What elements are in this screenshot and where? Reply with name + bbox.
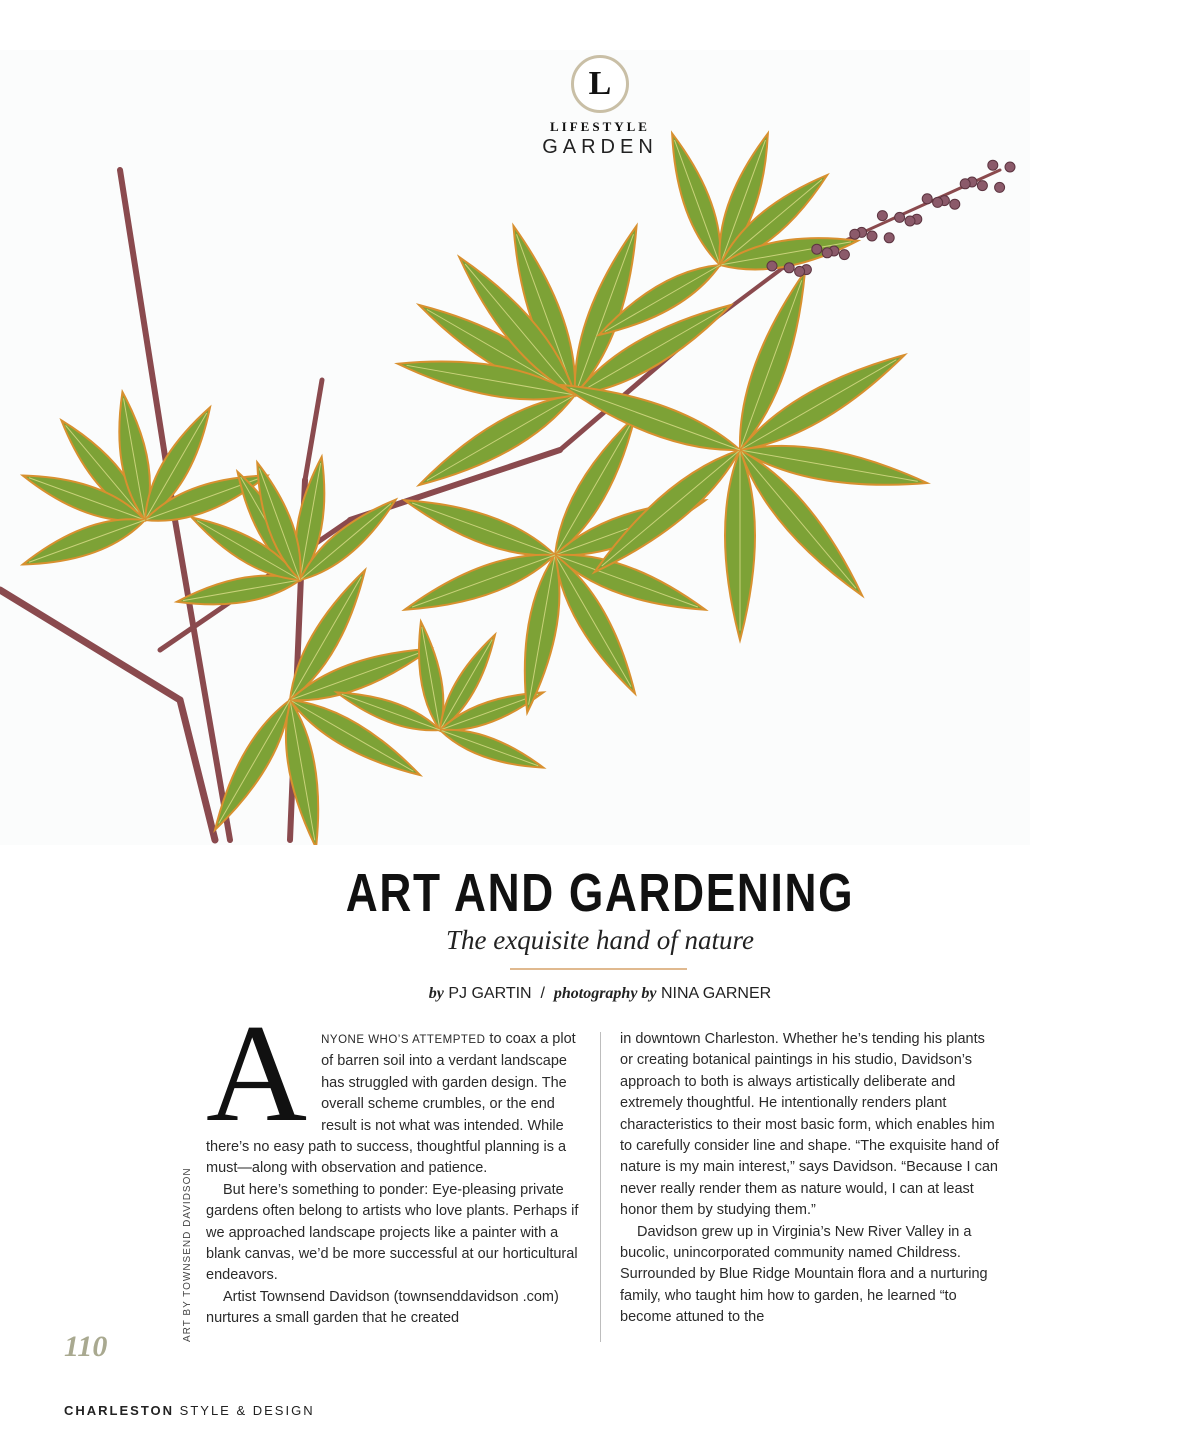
berry (988, 160, 998, 170)
byline (0, 985, 1200, 1003)
paragraph (206, 996, 586, 1180)
lifestyle-logo (571, 55, 629, 113)
berry (950, 199, 960, 209)
paragraph: But here’s something to ponder: Eye-pleasing private gardens often belong to artists who love plants. Perhaps if we approached landscape projects like a painter with a blank canvas, we’d be more successful at our horticultural endeavors. (206, 1181, 579, 1284)
paragraph-text: to coax a plot of barren soil into a verdant landscape has struggled with garden design. The overall scheme crumbles, or the end result is not what was intended. While there’s no easy path to success, thoughtful planning is a must—along with observation and patience. (206, 1031, 576, 1177)
art-credit: ART BY TOWNSEND DAVIDSON (182, 1167, 193, 1342)
berry (867, 231, 877, 241)
berry (960, 179, 970, 189)
paragraph: Davidson grew up in Virginia’s New River Valley in a bucolic, unincorporated community named Childress. Surrounded by Blue Ridge Mountain flora and a nurturing family, who taught him how to garden, he learned “to become attuned to the (620, 1223, 988, 1326)
byline-by: by (428, 985, 444, 1002)
leaf (412, 382, 583, 498)
berry (812, 244, 822, 254)
botanical-illustration (0, 50, 1030, 845)
logo-letter: L (588, 65, 612, 102)
dek-rule (510, 968, 687, 970)
column-divider (600, 1032, 601, 1342)
section-name: GARDEN (542, 136, 658, 158)
byline-separator: / (540, 985, 545, 1002)
berry (995, 182, 1005, 192)
berry (795, 266, 805, 276)
byline-photographer: NINA GARNER (660, 985, 772, 1002)
berry (884, 233, 894, 243)
page-number: 110 (64, 1330, 108, 1363)
byline-photo-prefix: photography by (553, 985, 657, 1002)
body-column-1 (206, 996, 586, 1330)
section-header (500, 55, 700, 159)
berry (822, 248, 832, 258)
berry (922, 194, 932, 204)
berry (784, 263, 794, 273)
berry (767, 261, 777, 271)
body-column-2 (620, 1029, 1000, 1329)
berry (905, 216, 915, 226)
berry (1005, 162, 1015, 172)
paragraph: Artist Townsend Davidson (townsenddavidson .com) nurtures a small garden that he created (206, 1288, 559, 1327)
article-dek: The exquisite hand of nature (446, 925, 754, 955)
berry (933, 197, 943, 207)
leaf (437, 721, 547, 777)
illustration-leaves (18, 129, 929, 845)
magazine-footer (64, 1403, 315, 1418)
berry (839, 250, 849, 260)
leaf (725, 450, 755, 640)
byline-author: PJ GARTIN (448, 985, 532, 1002)
lead-in: NYONE WHO’S ATTEMPTED (321, 1034, 486, 1046)
section-kicker: LIFESTYLE (550, 119, 650, 134)
magazine-name-rest: STYLE & DESIGN (179, 1403, 315, 1418)
article-headline: ART AND GARDENING (345, 863, 855, 923)
paragraph: in downtown Charleston. Whether he’s tending his plants or creating botanical paintings in his studio, Davidson’s approach to both is always artistically deliberate and extremely thoughtful. He intentionally renders plant characteristics to their most basic form, which enables him to carefully consider line and shape. “The exquisite hand of nature is my main interest,” says Davidson. “Because I can never really render them as nature would, I can at least honor them by studying them.” (620, 1031, 999, 1219)
berry (895, 212, 905, 222)
berry (850, 229, 860, 239)
drop-cap: A (206, 996, 308, 1151)
magazine-name-bold: CHARLESTON (64, 1403, 175, 1418)
berry (877, 211, 887, 221)
berry (977, 181, 987, 191)
